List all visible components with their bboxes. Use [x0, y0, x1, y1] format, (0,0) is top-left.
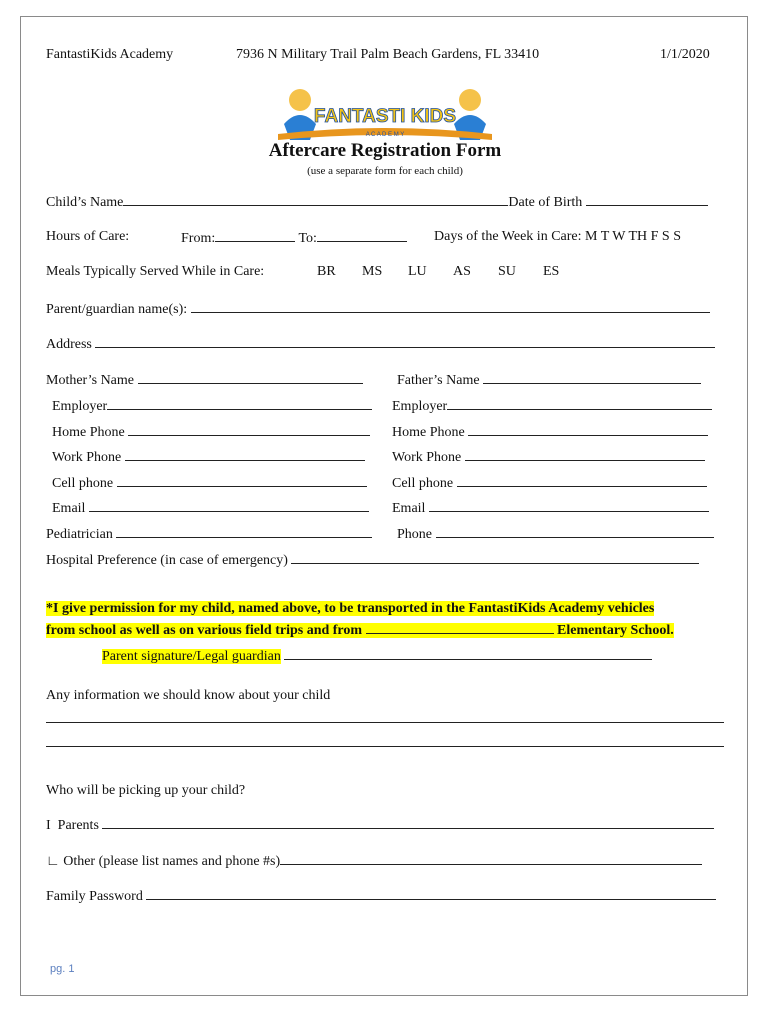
pediatrician-label: Pediatrician — [46, 527, 113, 542]
father-cell-phone-line — [457, 474, 707, 487]
mother-home-phone-line — [128, 423, 370, 436]
father-work-phone-line — [465, 448, 705, 461]
mother-employer-field[interactable] — [52, 397, 372, 415]
meal-option-lu[interactable]: LU — [408, 264, 427, 279]
mother-name-label: Mother’s Name — [46, 373, 134, 388]
father-email-field[interactable] — [392, 499, 709, 517]
hospital-line — [291, 551, 699, 564]
mother-name-field[interactable] — [46, 371, 363, 389]
to-line — [317, 229, 407, 242]
parent-name-field[interactable] — [46, 300, 710, 318]
page-number: pg. 1 — [50, 963, 75, 975]
other-checkbox-mark[interactable]: ∟ — [46, 854, 60, 869]
mother-home-phone-label: Home Phone — [52, 425, 125, 440]
mother-work-phone-field[interactable] — [52, 448, 365, 466]
father-cell-phone-field[interactable] — [392, 474, 707, 492]
org-name: FantastiKids Academy — [46, 47, 174, 62]
info-label: Any information we should know about your child — [46, 688, 331, 703]
from-line — [215, 229, 295, 242]
father-employer-label: Employer — [392, 399, 448, 414]
meal-option-br[interactable]: BR — [317, 264, 336, 279]
hours-label: Hours of Care: — [46, 229, 130, 244]
parents-checkbox-mark[interactable]: I — [46, 818, 51, 833]
other-label: Other (please list names and phone #s) — [63, 854, 281, 869]
father-work-phone-field[interactable] — [392, 448, 705, 466]
child-name-line — [123, 193, 508, 206]
hospital-field[interactable] — [46, 551, 699, 569]
info-line-2[interactable] — [46, 734, 724, 752]
pediatrician-field[interactable] — [46, 525, 372, 543]
dob-line — [586, 193, 708, 206]
pediatrician-line — [116, 525, 372, 538]
pediatrician-phone-line — [436, 525, 714, 538]
form-date: 1/1/2020 — [660, 47, 710, 62]
mother-name-line — [138, 371, 363, 384]
signature-line — [284, 647, 652, 660]
mother-employer-label: Employer — [52, 399, 108, 414]
child-name-field[interactable] — [46, 193, 708, 211]
father-email-line — [429, 499, 709, 512]
meals-label: Meals Typically Served While in Care: — [46, 264, 265, 279]
mother-cell-phone-line — [117, 474, 367, 487]
hospital-label: Hospital Preference (in case of emergency) — [46, 553, 288, 568]
pickup-other-field[interactable] — [46, 852, 702, 870]
school-name-line — [366, 621, 554, 634]
address-label: Address — [46, 337, 92, 352]
father-name-line — [483, 371, 701, 384]
hours-field[interactable] — [181, 229, 407, 247]
permission-line-1 — [46, 601, 654, 617]
pediatrician-phone-field[interactable] — [397, 525, 714, 543]
meal-option-su[interactable]: SU — [498, 264, 516, 279]
pediatrician-phone-label: Phone — [397, 527, 432, 542]
father-home-phone-line — [468, 423, 708, 436]
days-of-week[interactable]: Days of the Week in Care: M T W TH F S S — [434, 229, 681, 244]
signature-field[interactable] — [102, 647, 652, 665]
address-field[interactable] — [46, 335, 715, 353]
father-home-phone-label: Home Phone — [392, 425, 465, 440]
permission-line-2[interactable] — [46, 621, 674, 639]
family-password-line — [146, 887, 716, 900]
father-work-phone-label: Work Phone — [392, 450, 462, 465]
father-employer-line — [447, 397, 712, 410]
pickup-question: Who will be picking up your child? — [46, 783, 246, 798]
form-title: Aftercare Registration Form — [268, 140, 502, 161]
father-name-label: Father’s Name — [397, 373, 480, 388]
address-line — [95, 335, 715, 348]
svg-text:FANTASTI KIDS: FANTASTI KIDS — [313, 106, 457, 127]
father-home-phone-field[interactable] — [392, 423, 708, 441]
permission-text-1: *I give permission for my child, named above, to be transported in the FantastiKids Academy vehicles — [46, 601, 655, 616]
to-label: To: — [298, 231, 317, 246]
father-cell-phone-label: Cell phone — [392, 476, 454, 491]
permission-text-2a: from school as well as on various field trips and from — [46, 623, 363, 638]
form-subtitle: (use a separate form for each child) — [307, 165, 463, 177]
svg-text:A C A D E M Y: A C A D E M Y — [365, 132, 405, 138]
from-label: From: — [181, 231, 216, 246]
family-password-label: Family Password — [46, 889, 143, 904]
meal-option-as[interactable]: AS — [453, 264, 471, 279]
parents-label: Parents — [57, 818, 99, 833]
info-line-1[interactable] — [46, 710, 724, 728]
meal-option-es[interactable]: ES — [543, 264, 560, 279]
mother-home-phone-field[interactable] — [52, 423, 370, 441]
mother-work-phone-label: Work Phone — [52, 450, 122, 465]
father-name-field[interactable] — [397, 371, 701, 389]
permission-text-2b: Elementary School. — [557, 623, 674, 638]
father-email-label: Email — [392, 501, 426, 516]
meal-option-ms[interactable]: MS — [362, 264, 383, 279]
fantastikids-logo — [270, 84, 500, 144]
mother-email-label: Email — [52, 501, 86, 516]
parents-line — [102, 816, 714, 829]
mother-email-line — [89, 499, 369, 512]
parent-name-line — [191, 300, 710, 313]
family-password-field[interactable] — [46, 887, 716, 905]
mother-cell-phone-field[interactable] — [52, 474, 367, 492]
signature-label: Parent signature/Legal guardian — [102, 649, 281, 664]
parent-name-label: Parent/guardian name(s): — [46, 302, 188, 317]
pickup-parents-field[interactable] — [46, 816, 714, 834]
child-name-label: Child’s Name — [46, 195, 124, 210]
org-address: 7936 N Military Trail Palm Beach Gardens, FL 33410 — [236, 47, 540, 62]
mother-work-phone-line — [125, 448, 365, 461]
father-employer-field[interactable] — [392, 397, 712, 415]
mother-employer-line — [107, 397, 372, 410]
mother-email-field[interactable] — [52, 499, 369, 517]
dob-label: Date of Birth — [508, 195, 583, 210]
other-line — [280, 852, 702, 865]
mother-cell-phone-label: Cell phone — [52, 476, 114, 491]
